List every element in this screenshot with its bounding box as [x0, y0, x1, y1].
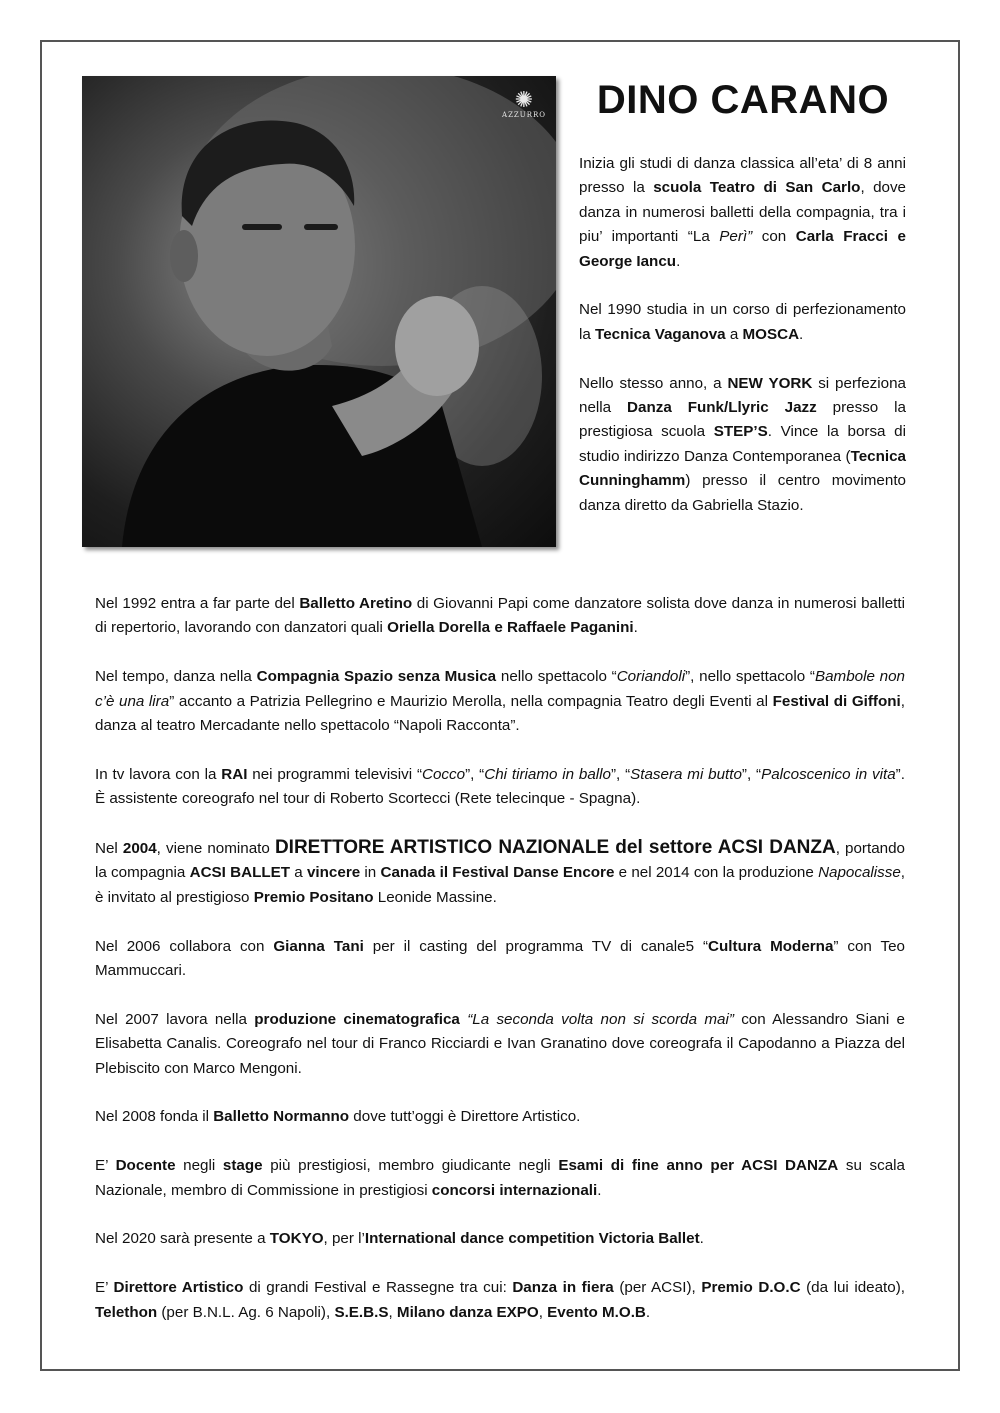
portrait-photo	[82, 76, 556, 547]
intro-paragraph-3: Nello stesso anno, a NEW YORK si perfeziona nella Danza Funk/Llyric Jazz presso la prestigiosa scuola STEP’S. Vince la borsa di studio indirizzo Danza Contemporanea (Tecnica Cunninghamm) presso il centro movimento danza diretto da Gabriella Stazio.	[579, 374, 906, 514]
body-paragraph-9: Nel 2020 sarà presente a TOKYO, per l’International dance competition Victoria Ballet.	[95, 1230, 704, 1248]
biography-body	[95, 592, 905, 1349]
body-paragraph-7: Nel 2008 fonda il Balletto Normanno dove tutt’oggi è Direttore Artistico.	[95, 1108, 581, 1126]
body-paragraph-2: Nel tempo, danza nella Compagnia Spazio senza Musica nello spettacolo “Coriandoli”, nello spettacolo “Bambole non c’è una lira” accanto a Patrizia Pellegrino e Maurizio Merolla, nella compagnia Teatro degli Eventi al Festival di Giffoni, danza al teatro Mercadante nello spettacolo “Napoli Racconta”.	[95, 668, 905, 735]
watermark-text: AZZURRO	[502, 111, 546, 119]
body-paragraph-3: In tv lavora con la RAI nei programmi televisivi “Cocco”, “Chi tiriamo in ballo”, “Stasera mi butto”, “Palcoscenico in vita”. È assistente coreografo nel tour di Roberto Scortecci (Rete telecinque - Spagna).	[95, 765, 905, 808]
body-paragraph-10: E’ Direttore Artistico di grandi Festival e Rassegne tra cui: Danza in fiera (per ACSI), Premio D.O.C (da lui ideato), Telethon (per B.N.L. Ag. 6 Napoli), S.E.B.S, Milano danza EXPO, Evento M.O.B.	[95, 1279, 905, 1321]
body-paragraph-5: Nel 2006 collabora con Gianna Tani per il casting del programma TV di canale5 “Cultura Moderna” con Teo Mammuccari.	[95, 937, 905, 980]
body-paragraph-1: Nel 1992 entra a far parte del Balletto Aretino di Giovanni Papi come danzatore solista dove danza in numerosi balletti di repertorio, lavorando con danzatori quali Oriella Dorella e Raffaele Paganini.	[95, 595, 905, 637]
body-paragraph-8: E’ Docente negli stage più prestigiosi, membro giudicante negli Esami di fine anno per ACSI DANZA su scala Nazionale, membro di Commissione in prestigiosi concorsi internazionali.	[95, 1157, 905, 1199]
intro-paragraph-1: Inizia gli studi di danza classica all’eta’ di 8 anni presso la scuola Teatro di San Carlo, dove danza in numerosi balletti della compagnia, tra i piu’ importanti “La Perì” con Carla Fracci e George Iancu.	[579, 155, 907, 270]
body-paragraph-4: Nel 2004, viene nominato DIRETTORE ARTISTICO NAZIONALE del settore ACSI DANZA, portando la compagnia ACSI BALLET a vincere in Canada il Festival Danse Encore e nel 2014 con la produzione Napocalisse, è invitato al prestigioso Premio Positano Leonide Massine.	[95, 837, 906, 906]
portrait-illustration	[82, 76, 556, 547]
photo-watermark	[496, 89, 552, 119]
highlight-title: DIRETTORE ARTISTICO NAZIONALE del settore ACSI DANZA	[274, 837, 836, 859]
body-paragraph-6: Nel 2007 lavora nella produzione cinematografica “La seconda volta non si scorda mai” con Alessandro Siani e Elisabetta Canalis. Coreografo nel tour di Franco Ricciardi e Ivan Granatino dove coreografa il Capodanno a Piazza del Plebiscito con Marco Mengoni.	[95, 1010, 905, 1077]
page-title: DINO CARANO	[596, 78, 890, 122]
intro-column	[579, 152, 906, 542]
aperture-icon: ✺	[514, 87, 534, 112]
intro-paragraph-2: Nel 1990 studia in un corso di perfezionamento la Tecnica Vaganova a MOSCA.	[579, 301, 906, 343]
